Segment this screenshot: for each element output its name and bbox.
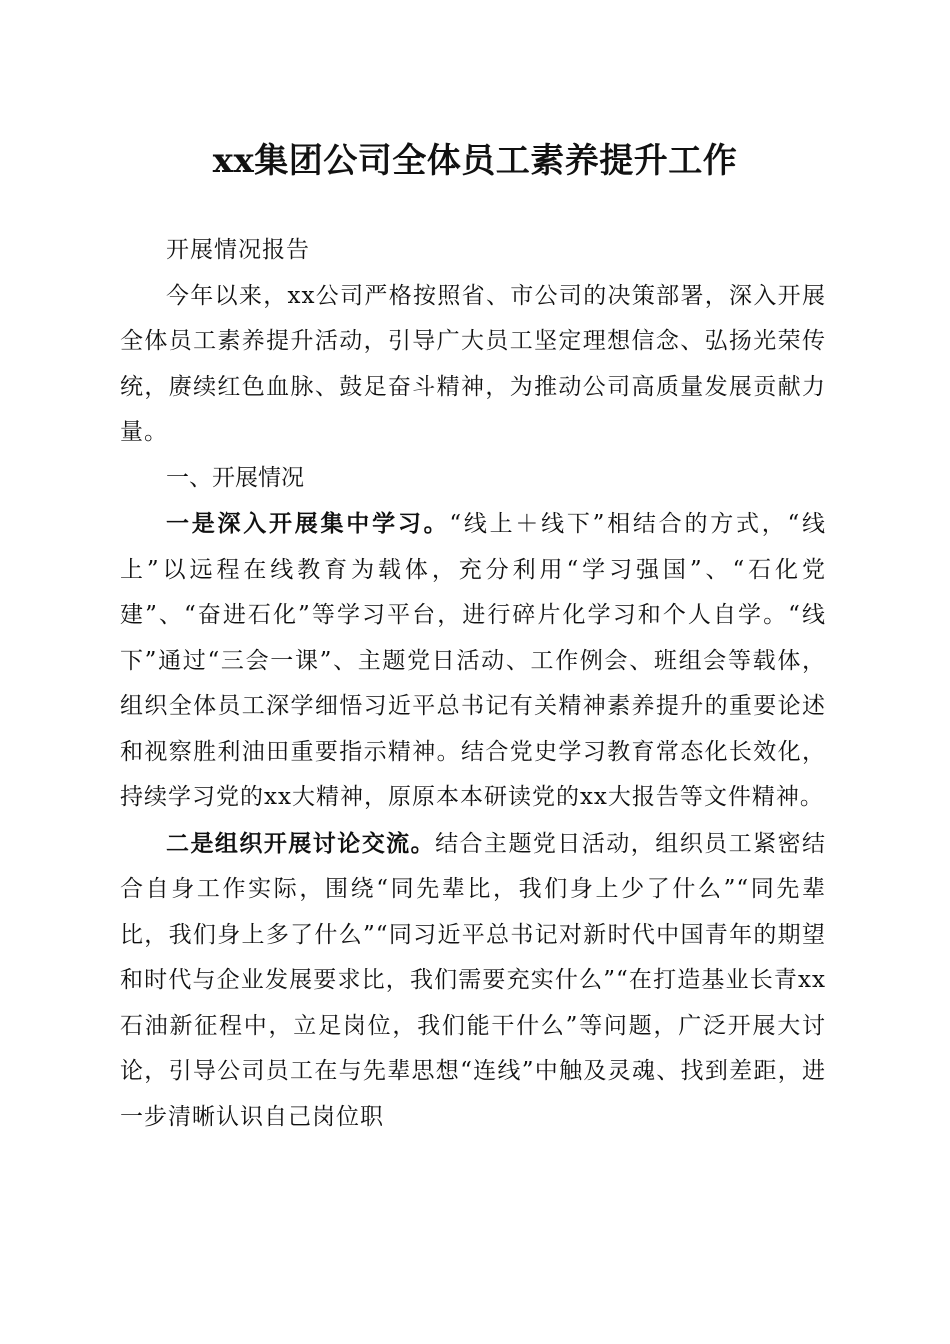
paragraph-study bbox=[120, 501, 826, 821]
section-heading: 一、开展情况 bbox=[166, 464, 304, 491]
paragraph-discussion bbox=[120, 821, 826, 1141]
paragraph-lead: 一是深入开展集中学习。 bbox=[166, 510, 450, 537]
paragraph-lead: 二是组织开展讨论交流。 bbox=[166, 829, 436, 857]
intro-paragraph: 今年以来，xx公司严格按照省、市公司的决策部署，深入开展全体员工素养提升活动，引导广大员工坚定理想信念、弘扬光荣传统，赓续红色血脉、鼓足奋斗精神，为推动公司高质量发展贡献力量。 bbox=[120, 282, 826, 445]
document-body bbox=[120, 228, 826, 1140]
document-title: xx集团公司全体员工素养提升工作 bbox=[212, 141, 738, 181]
document-subtitle: 开展情况报告 bbox=[166, 237, 310, 263]
paragraph-text: 结合主题党日活动，组织员工紧密结合自身工作实际，围绕“同先辈比，我们身上少了什么”“同先辈比，我们身上多了什么”“同习近平总书记对新时代中国青年的期望和时代与企业发展要求比，我们需要充实什么”“在打造基业长青xx石油新征程中，立足岗位，我们能干什么”等问题，广泛开展大讨论，引导公司员工在与先辈思想“连线”中触及灵魂、找到差距，进一步清晰认识自己岗位职 bbox=[120, 830, 827, 1130]
paragraph-text: “线上＋线下”相结合的方式，“线上”以远程在线教育为载体，充分利用“学习强国”、“石化党建”、“奋进石化”等学习平台，进行碎片化学习和个人自学。“线下”通过“三会一课”、主题党日活动、工作例会、班组会等载体，组织全体员工深学细悟习近平总书记有关精神素养提升的重要论述和视察胜利油田重要指示精神。结合党史学习教育常态化长效化，持续学习党的xx大精神，原原本本研读党的xx大报告等文件精神。 bbox=[120, 511, 826, 810]
